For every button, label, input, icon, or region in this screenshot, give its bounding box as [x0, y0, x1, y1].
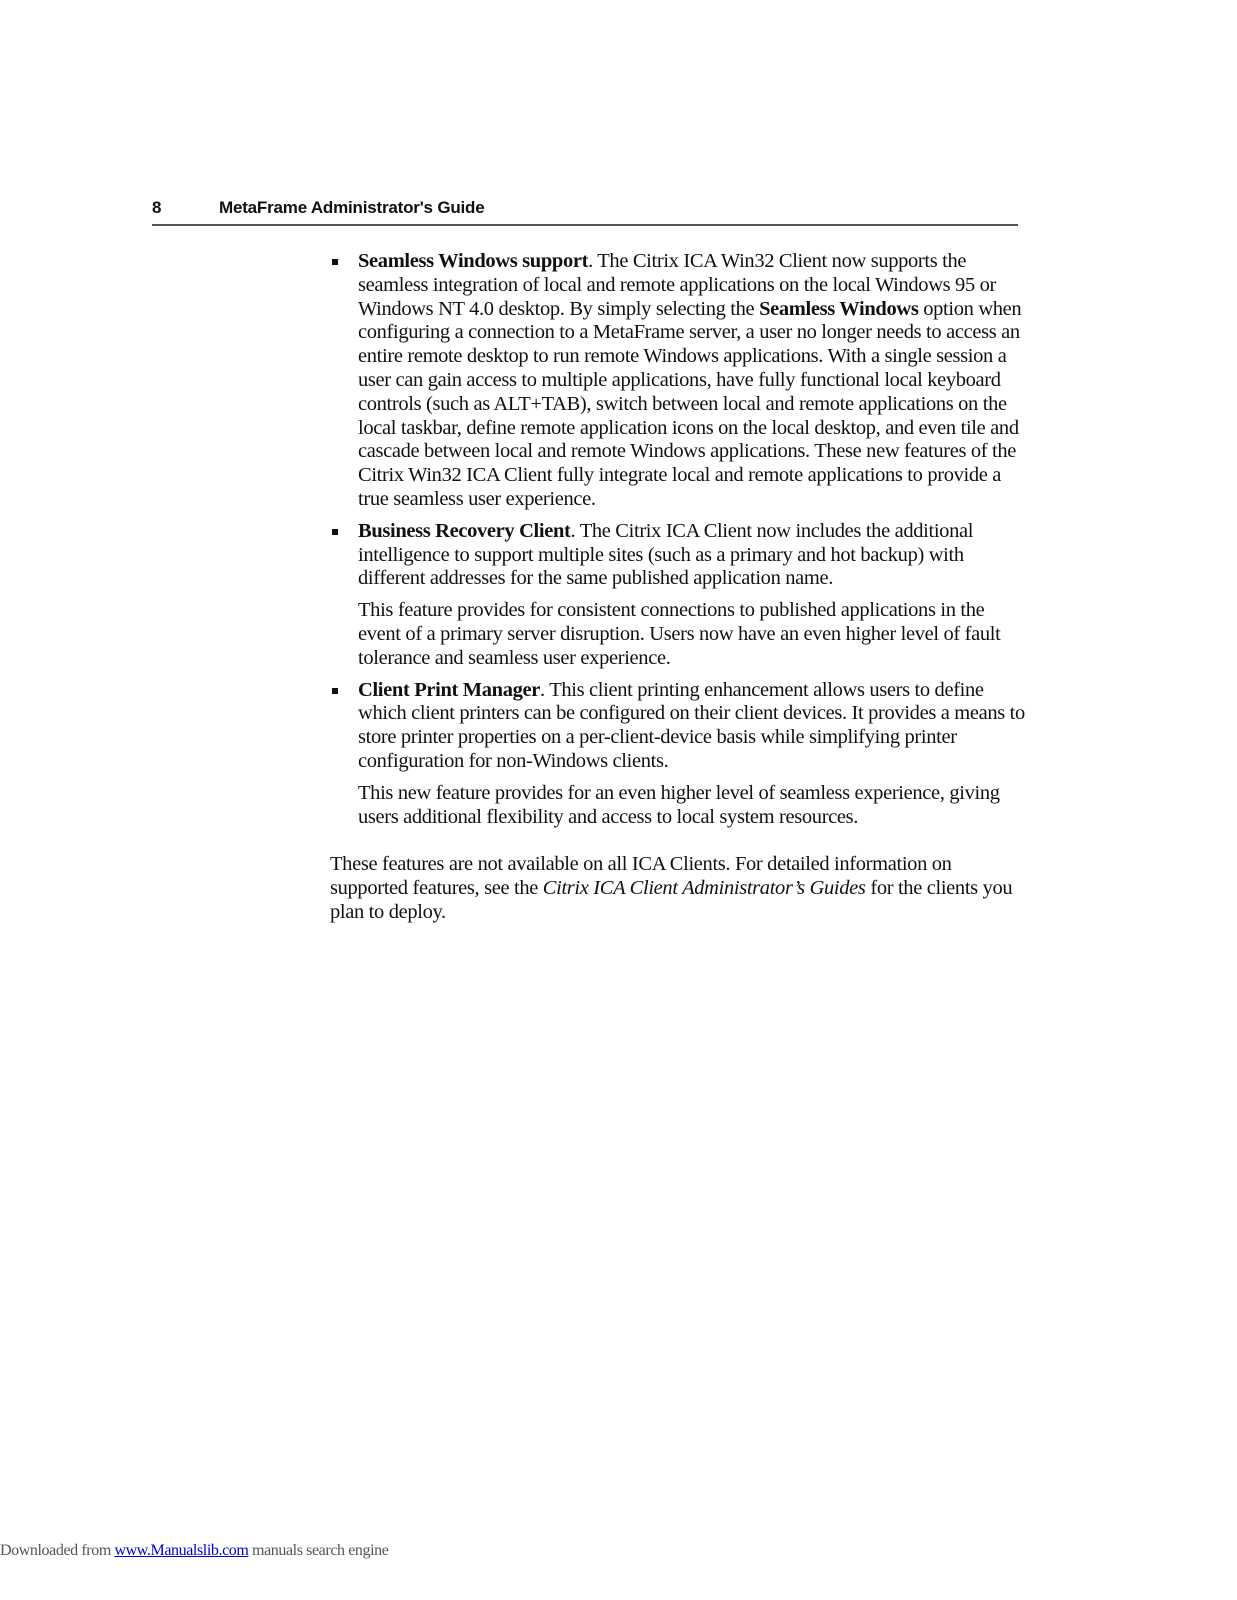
page-number: 8	[152, 198, 162, 217]
feature-description	[358, 679, 1030, 774]
square-bullet-icon	[332, 688, 338, 694]
square-bullet-icon	[332, 529, 338, 535]
guide-title-reference: Citrix ICA Client Administrator’s Guides	[542, 877, 866, 900]
footer-prefix: Downloaded from	[0, 1542, 115, 1559]
manualslib-link[interactable]: www.Manualslib.com	[114, 1542, 249, 1559]
closing-text: These features are not available on all ICA Clients. For detailed information on supported features, see the	[330, 853, 952, 900]
feature-term: Seamless Windows support	[358, 250, 589, 272]
feature-text: . The Citrix ICA Client now includes the additional intelligence to support multiple sites (such as a primary and hot backup) with different addresses for the same published application name.	[358, 519, 974, 590]
closing-paragraph	[330, 853, 1030, 924]
main-content	[330, 250, 1030, 925]
feature-text: . This client printing enhancement allows users to define which client printers can be configured on their client devices. It provides a means to store printer properties on a per-client-device basis while simplifying printer configuration for non-Windows clients.	[358, 678, 1025, 772]
feature-text-continued: option when configuring a connection to a MetaFrame server, a user no longer needs to access an entire remote desktop to run remote Windows applications. With a single session a user can gain access to multiple applications, have fully functional local keyboard controls (such as ALT+TAB), switch between local and remote applications on the local taskbar, define remote application icons on the local desktop, and even tile and cascade between local and remote Windows applications. These new features of the Citrix Win32 ICA Client fully integrate local and remote applications to provide a true seamless user experience.	[358, 297, 1022, 510]
feature-follow-up: This new feature provides for an even higher level of seamless experience, giving users additional flexibility and access to local system resources.	[358, 781, 1000, 828]
feature-text: . The Citrix ICA Win32 Client now supports the seamless integration of local and remote applications on the local Windows 95 or Windows NT 4.0 desktop. By simply selecting the	[358, 250, 997, 320]
inline-emphasis: Seamless Windows	[759, 297, 919, 320]
page-header	[152, 196, 1018, 226]
square-bullet-icon	[332, 259, 338, 265]
running-header-title: MetaFrame Administrator's Guide	[219, 198, 485, 217]
feature-follow-up: This feature provides for consistent connections to published applications in the event of a primary server disruption. Users now have an even higher level of fault tolerance and seamless user experience.	[358, 599, 1001, 669]
feature-item-client-print-manager	[330, 679, 1030, 830]
feature-description	[358, 250, 1030, 512]
feature-term: Client Print Manager	[358, 678, 541, 701]
feature-item-business-recovery	[330, 520, 1030, 671]
feature-item-seamless-windows	[330, 250, 1030, 512]
feature-term: Business Recovery Client	[358, 519, 571, 542]
download-footer	[0, 1542, 388, 1560]
footer-suffix: manuals search engine	[248, 1542, 389, 1559]
feature-description	[358, 520, 1030, 591]
closing-text-end: for the clients you plan to deploy.	[330, 877, 1013, 923]
